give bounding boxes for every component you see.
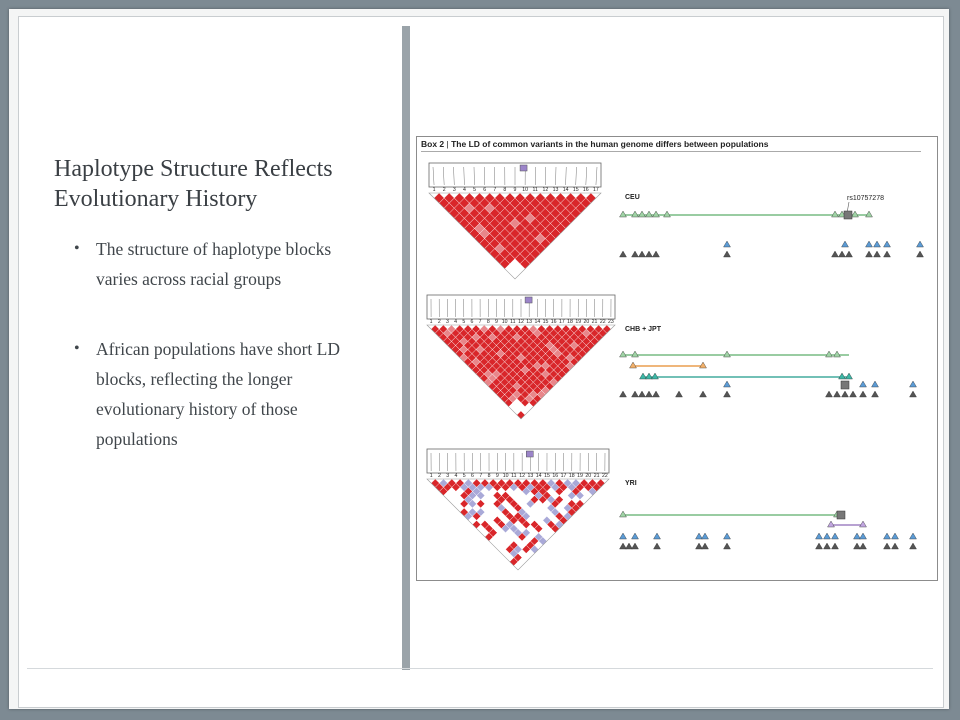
snp-marker [646,391,653,397]
snp-index-label: 3 [446,473,450,479]
snp-marker [872,391,879,397]
snp-marker [702,543,709,549]
block-snp-marker [834,351,841,357]
snp-marker [826,391,833,397]
snp-marker [917,241,924,247]
snp-index-label: 23 [608,319,614,325]
column-divider [402,26,410,670]
block-snp-marker [620,511,627,517]
snp-marker [724,543,731,549]
snp-index-label: 14 [535,473,542,479]
block-snp-marker [639,211,646,217]
snp-marker [884,251,891,257]
snp-index-label: 1 [429,319,433,325]
snp-index-label: 19 [577,473,583,479]
tag-snp-marker [525,297,532,303]
block-snp-marker [860,521,867,527]
snp-index-label: 22 [601,473,608,479]
snp-marker [654,533,661,539]
snp-marker [816,533,823,539]
snp-index-label: 7 [493,187,497,193]
snp-index-label: 17 [593,187,599,193]
snp-index-label: 12 [542,187,549,193]
snp-index-label: 6 [470,319,474,325]
snp-index-label: 7 [478,319,482,325]
snp-marker [910,533,917,539]
snp-index-label: 8 [486,319,490,325]
snp-marker [620,543,627,549]
snp-marker [910,543,917,549]
block-snp-marker [826,351,833,357]
snp-marker [653,391,660,397]
snp-marker [724,251,731,257]
figure-separator: | [446,139,452,149]
snp-index-label: 8 [503,187,507,193]
snp-marker [696,533,703,539]
snp-index-label: 6 [471,473,474,479]
snp-marker [824,543,831,549]
snp-index-label: 16 [552,473,559,479]
tag-snp-box [844,211,852,219]
snp-index-label: 19 [575,319,582,325]
snp-index-label: 15 [542,319,549,325]
block-snp-marker [839,373,846,379]
block-snp-marker [852,211,859,217]
block-snp-marker [620,351,627,357]
block-snp-marker [646,211,653,217]
snp-marker [724,241,731,247]
block-snp-marker [846,373,853,379]
block-snp-marker [700,362,707,368]
snp-index-label: 9 [513,187,517,193]
snp-marker [854,543,861,549]
block-snp-marker [646,373,653,379]
snp-marker [917,251,924,257]
snp-marker [700,391,707,397]
bullet-marker: • [74,240,80,257]
snp-marker [892,533,899,539]
bullet-item [74,334,364,454]
snp-marker [646,251,653,257]
figure-box-label: Box 2 [421,139,445,149]
snp-index-label: 5 [473,187,476,193]
snp-marker [832,543,839,549]
footer-rule [27,668,933,669]
snp-marker [846,251,853,257]
snp-marker [832,533,839,539]
block-snp-marker [620,211,627,217]
snp-index-label: 8 [487,473,491,479]
snp-marker [639,251,646,257]
snp-marker [910,381,917,387]
snp-index-label: 9 [495,319,498,325]
snp-index-label: 5 [462,319,466,325]
snp-marker [860,391,867,397]
snp-index-label: 20 [585,473,592,479]
snp-index-label: 1 [432,187,436,193]
block-snp-marker [653,211,660,217]
block-snp-marker [828,521,835,527]
snp-index-label: 7 [479,473,483,479]
snp-marker [872,381,879,387]
bullet-list [74,234,364,454]
block-snp-marker [652,373,659,379]
snp-index-label: 10 [501,319,508,325]
snp-index-label: 4 [454,473,458,479]
snp-index-label: 3 [445,319,449,325]
snp-index-label: 15 [544,473,550,479]
block-snp-marker [640,373,647,379]
block-snp-marker [724,351,731,357]
snp-marker [874,251,881,257]
block-snp-marker [630,362,637,368]
snp-index-label: 5 [462,473,466,479]
bullet-item [74,234,364,294]
snp-marker [884,543,891,549]
ld-figure [416,136,938,581]
snp-index-label: 12 [519,473,526,479]
snp-marker [866,251,873,257]
snp-marker [824,533,831,539]
figure-box-title: The LD of common variants in the human genome differs between populations [451,139,769,149]
slide-title: Haplotype Structure Reflects Evolutionary History [54,156,333,212]
snp-marker [702,533,709,539]
snp-marker [860,533,867,539]
snp-marker [834,391,841,397]
snp-marker [620,391,627,397]
tag-snp-marker [526,451,533,457]
snp-index-label: 2 [442,187,446,193]
block-snp-marker [632,351,639,357]
snp-marker [724,533,731,539]
snp-marker [842,391,849,397]
bullet-text: African populations have short LD blocks, reflecting the longer evolutionary history of those populations [96,339,340,449]
snp-index-label: 6 [483,187,487,193]
snp-marker [696,543,703,549]
snp-marker [884,533,891,539]
snp-marker [860,543,867,549]
snp-marker [632,543,639,549]
snp-index-label: 18 [568,473,575,479]
snp-marker [874,241,881,247]
snp-index-label: 14 [562,187,569,193]
block-snp-marker [632,211,639,217]
bullet-text: The structure of haplotype blocks varies across racial groups [96,239,332,289]
snp-index-label: 22 [599,319,606,325]
snp-index-label: 16 [582,187,589,193]
snp-index-label: 10 [522,187,529,193]
population-label: CHB + JPT [625,326,661,333]
snp-index-label: 3 [452,187,456,193]
snp-marker [910,391,917,397]
snp-index-label: 2 [437,473,441,479]
snp-marker [632,391,639,397]
snp-marker [816,543,823,549]
snp-marker [860,381,867,387]
snp-index-label: 21 [593,473,600,479]
snp-index-label: 20 [583,319,590,325]
ld-panel-header [427,449,609,473]
snp-marker [620,533,627,539]
snp-marker [892,543,899,549]
tag-snp-box [837,511,845,519]
snp-index-label: 1 [429,473,433,479]
snp-marker [850,391,857,397]
snp-marker [724,381,731,387]
snp-index-label: 17 [558,319,565,325]
snp-index-label: 2 [437,319,441,325]
snp-marker [842,241,849,247]
snp-index-label: 21 [591,319,598,325]
snp-marker [620,251,627,257]
snp-marker [832,251,839,257]
bullet-marker: • [74,340,80,357]
snp-marker [676,391,683,397]
tag-snp-marker [520,165,527,171]
snp-marker [839,251,846,257]
snp-marker [854,533,861,539]
snp-index-label: 11 [532,187,538,193]
block-snp-marker [866,211,873,217]
snp-index-label: 11 [510,319,516,325]
ld-figure-graphic [417,137,937,580]
snp-marker [653,251,660,257]
block-snp-marker [664,211,671,217]
population-label: YRI [625,480,637,487]
snp-marker [632,533,639,539]
snp-index-label: 17 [560,473,567,479]
snp-index-label: 14 [534,319,541,325]
snp-index-label: 11 [511,473,517,479]
snp-id-label: rs10757278 [847,195,884,202]
population-label: CEU [625,194,640,201]
snp-marker [626,543,633,549]
snp-index-label: 13 [526,319,533,325]
snp-marker [654,543,661,549]
snp-index-label: 4 [462,187,466,193]
snp-marker [632,251,639,257]
snp-marker [866,241,873,247]
snp-index-label: 4 [454,319,458,325]
snp-index-label: 13 [527,473,534,479]
snp-index-label: 18 [567,319,573,325]
snp-marker [639,391,646,397]
snp-index-label: 15 [572,187,579,193]
snp-index-label: 9 [495,473,499,479]
tag-snp-box [841,381,849,389]
snp-index-label: 16 [550,319,557,325]
snp-marker [724,391,731,397]
snp-index-label: 13 [552,187,559,193]
snp-marker [884,241,891,247]
snp-index-label: 10 [502,473,509,479]
snp-index-label: 12 [518,319,524,325]
block-snp-marker [832,211,839,217]
